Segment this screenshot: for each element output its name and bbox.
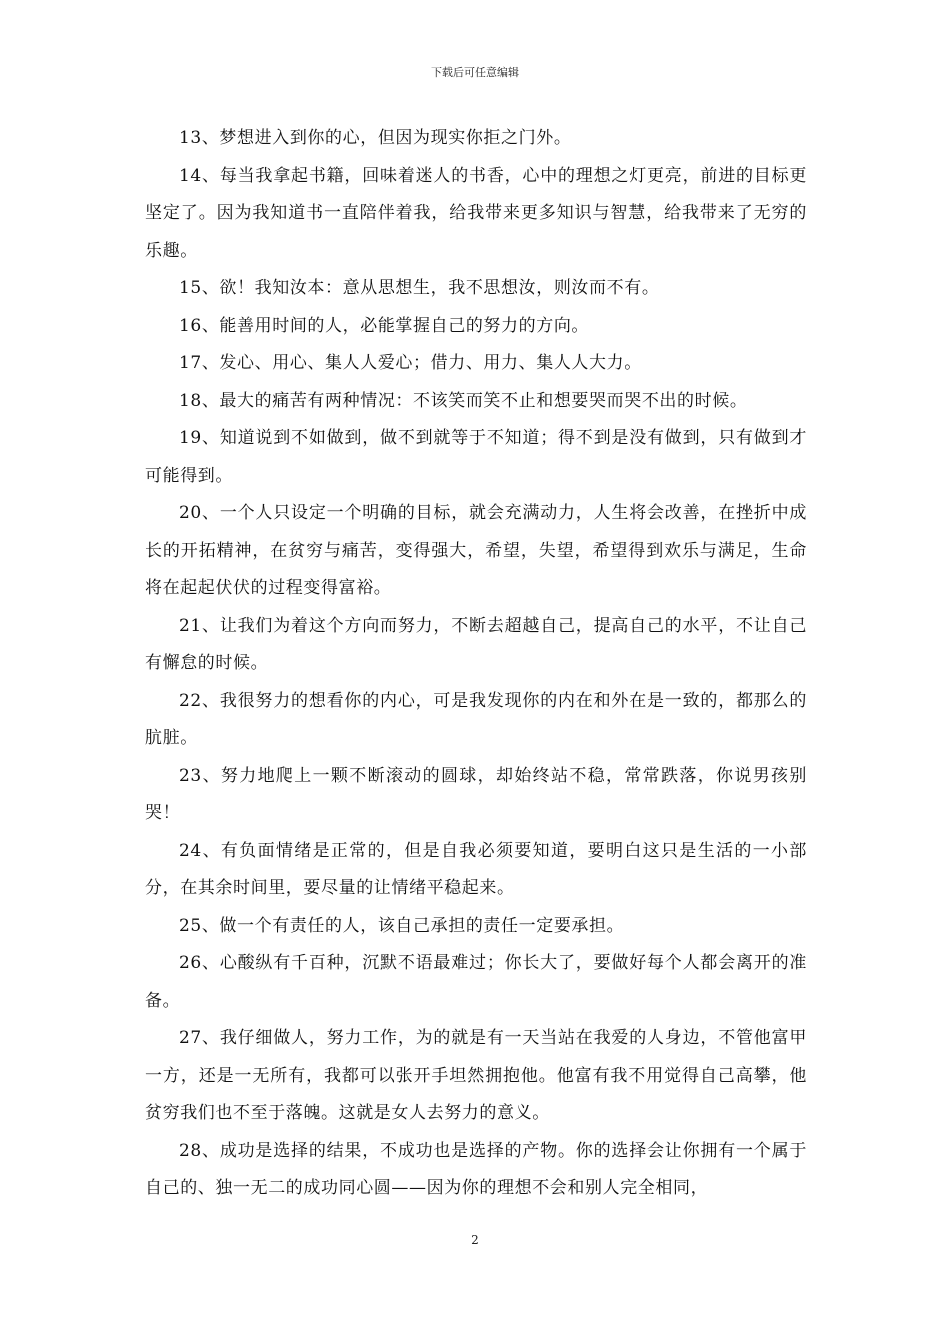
paragraph-13: 13、梦想进入到你的心，但因为现实你拒之门外。 <box>179 128 572 148</box>
paragraph-18: 18、最大的痛苦有两种情况：不该笑而笑不止和想要哭而哭不出的时候。 <box>179 390 748 411</box>
paragraph-16: 16、能善用时间的人，必能掌握自己的努力的方向。 <box>179 315 590 336</box>
document-body <box>145 120 807 1208</box>
page-number: 2 <box>471 1233 479 1247</box>
paragraph-23: 23、努力地爬上一颗不断滚动的圆球，却始终站不稳，常常跌落，你说男孩别哭！ <box>145 765 807 823</box>
paragraph-26: 26、心酸纵有千百种，沉默不语最难过；你长大了，要做好每个人都会离开的准备。 <box>145 953 807 1011</box>
paragraph-15: 15、欲！我知汝本：意从思想生，我不思想汝，则汝而不有。 <box>179 278 660 298</box>
paragraph-21: 21、让我们为着这个方向而努力，不断去超越自己，提高自己的水平，不让自己有懈怠的时候。 <box>145 615 807 673</box>
paragraph-17: 17、发心、用心、集人人爱心；借力、用力、集人人大力。 <box>179 353 642 373</box>
paragraph-28: 28、成功是选择的结果，不成功也是选择的产物。你的选择会让你拥有一个属于自己的、独一无二的成功同心圆——因为你的理想不会和别人完全相同， <box>145 1140 807 1198</box>
paragraph-14: 14、每当我拿起书籍，回味着迷人的书香，心中的理想之灯更亮，前进的目标更坚定了。因为我知道书一直陪伴着我，给我带来更多知识与智慧，给我带来了无穷的乐趣。 <box>145 165 807 261</box>
paragraph-24: 24、有负面情绪是正常的，但是自我必须要知道，要明白这只是生活的一小部分，在其余时间里，要尽量的让情绪平稳起来。 <box>145 840 807 898</box>
paragraph-25: 25、做一个有责任的人，该自己承担的责任一定要承担。 <box>179 915 625 936</box>
paragraph-27: 27、我仔细做人，努力工作，为的就是有一天当站在我爱的人身边，不管他富甲一方，还是一无所有，我都可以张开手坦然拥抱他。他富有我不用觉得自己高攀，他贫穷我们也不至于落魄。这就是女人去努力的意义。 <box>145 1028 807 1123</box>
paragraph-22: 22、我很努力的想看你的内心，可是我发现你的内在和外在是一致的，都那么的肮脏。 <box>145 690 807 748</box>
paragraph-20: 20、一个人只设定一个明确的目标，就会充满动力，人生将会改善，在挫折中成长的开拓精神，在贫穷与痛苦，变得强大，希望，失望，希望得到欢乐与满足，生命将在起起伏伏的过程变得富裕。 <box>145 503 807 598</box>
paragraph-19: 19、知道说到不如做到，做不到就等于不知道；得不到是没有做到，只有做到才可能得到。 <box>145 428 807 486</box>
page-header: 下载后可任意编辑 <box>431 66 519 79</box>
